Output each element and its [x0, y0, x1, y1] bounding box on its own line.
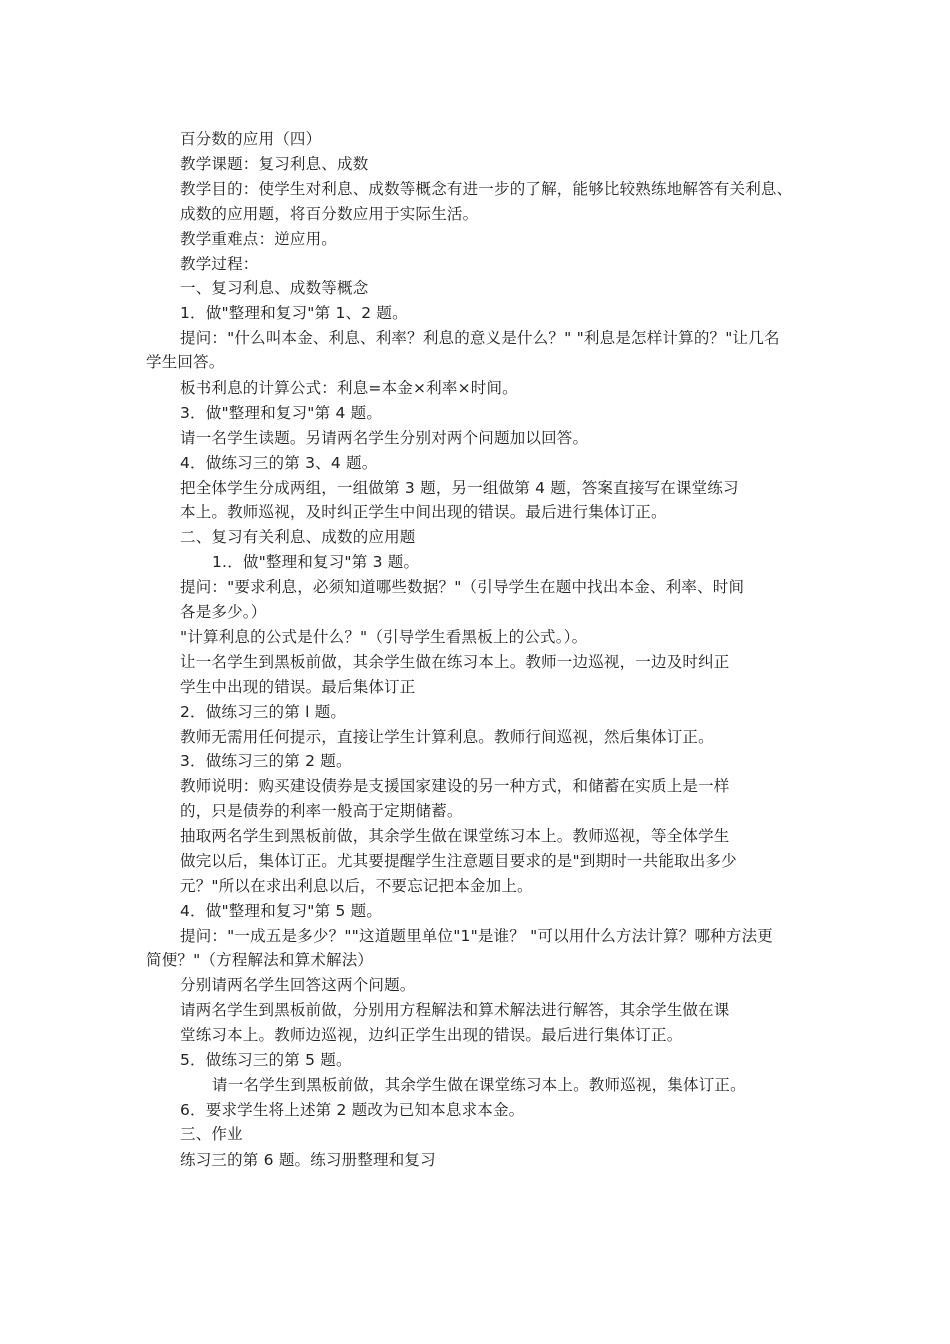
- text-line: 提问："什么叫本金、利息、利率？利息的意义是什么？" "利息是怎样计算的？"让几名: [180, 329, 780, 347]
- text-line: 元？"所以在求出利息以后，不要忘记把本金加上。: [180, 877, 533, 895]
- text-line: 分别请两名学生回答这两个问题。: [180, 976, 416, 994]
- text-line: 让一名学生到黑板前做，其余学生做在练习本上。教师一边巡视，一边及时纠正: [180, 653, 730, 671]
- text-line: 提问："要求利息，必须知道哪些数据？"（引导学生在题中找出本金、利率、时间: [180, 578, 745, 596]
- lesson-goal-cont: 成数的应用题，将百分数应用于实际生活。: [180, 205, 479, 223]
- text-line: 练习三的第 6 题。练习册整理和复习: [180, 1151, 436, 1169]
- text-line: 的，只是债券的利率一般高于定期储蓄。: [180, 802, 463, 820]
- text-line: 本上。教师巡视，及时纠正学生中间出现的错误。最后进行集体订正。: [180, 503, 667, 521]
- text-line: 1．做"整理和复习"第 1、2 题。: [180, 304, 408, 322]
- text-line: 教师无需用任何提示，直接让学生计算利息。教师行间巡视，然后集体订正。: [180, 728, 714, 746]
- text-line: 3．做"整理和复习"第 4 题。: [180, 404, 383, 422]
- section-1-heading: 一、复习利息、成数等概念: [180, 279, 369, 297]
- text-line: 简便？"（方程解法和算术解法）: [146, 951, 374, 969]
- text-line: 抽取两名学生到黑板前做，其余学生做在课堂练习本上。教师巡视，等全体学生: [180, 827, 730, 845]
- text-line: 6．要求学生将上述第 2 题改为已知本息求本金。: [180, 1101, 525, 1119]
- text-line: 做完以后，集体订正。尤其要提醒学生注意题目要求的是"到期时一共能取出多少: [180, 852, 737, 870]
- text-line: 请一名学生到黑板前做，其余学生做在课堂练习本上。教师巡视，集体订正。: [212, 1076, 746, 1094]
- text-line: 板书利息的计算公式：利息=本金×利率×时间。: [180, 379, 518, 397]
- text-line: 1.．做"整理和复习"第 3 题。: [212, 553, 420, 571]
- text-line: 3．做练习三的第 2 题。: [180, 752, 352, 770]
- text-line: 提问："一成五是多少？""这道题里单位"1"是谁？ "可以用什么方法计算？哪种方法更: [180, 927, 773, 945]
- section-3-heading: 三、作业: [180, 1125, 243, 1143]
- text-line: 请两名学生到黑板前做，分别用方程解法和算术解法进行解答，其余学生做在课: [180, 1001, 730, 1019]
- lesson-difficulty: 教学重难点：逆应用。: [180, 230, 338, 248]
- lesson-goal: 教学目的：使学生对利息、成数等概念有进一步的了解，能够比较熟练地解答有关利息、: [180, 180, 793, 198]
- text-line: 5．做练习三的第 5 题。: [180, 1051, 352, 1069]
- text-line: 教师说明：购买建设债券是支援国家建设的另一种方式，和储蓄在实质上是一样: [180, 777, 730, 795]
- text-line: "计算利息的公式是什么？"（引导学生看黑板上的公式。）。: [180, 628, 588, 646]
- text-line: 学生回答。: [146, 353, 225, 371]
- text-line: 4．做练习三的第 3、4 题。: [180, 454, 378, 472]
- text-line: 2．做练习三的第 l 题。: [180, 703, 347, 721]
- lesson-process-heading: 教学过程：: [180, 255, 259, 273]
- text-line: 把全体学生分成两组，一组做第 3 题，另一组做第 4 题，答案直接写在课堂练习: [180, 479, 739, 497]
- text-line: 学生中出现的错误。最后集体订正: [180, 678, 416, 696]
- text-line: 4．做"整理和复习"第 5 题。: [180, 902, 383, 920]
- document-title: 百分数的应用（四）: [180, 130, 322, 148]
- text-line: 各是多少。）: [180, 603, 267, 621]
- text-line: 请一名学生读题。另请两名学生分别对两个问题加以回答。: [180, 429, 589, 447]
- section-2-heading: 二、复习有关利息、成数的应用题: [180, 528, 416, 546]
- text-line: 堂练习本上。教师边巡视，边纠正学生出现的错误。最后进行集体订正。: [180, 1026, 683, 1044]
- lesson-topic: 教学课题：复习利息、成数: [180, 155, 369, 173]
